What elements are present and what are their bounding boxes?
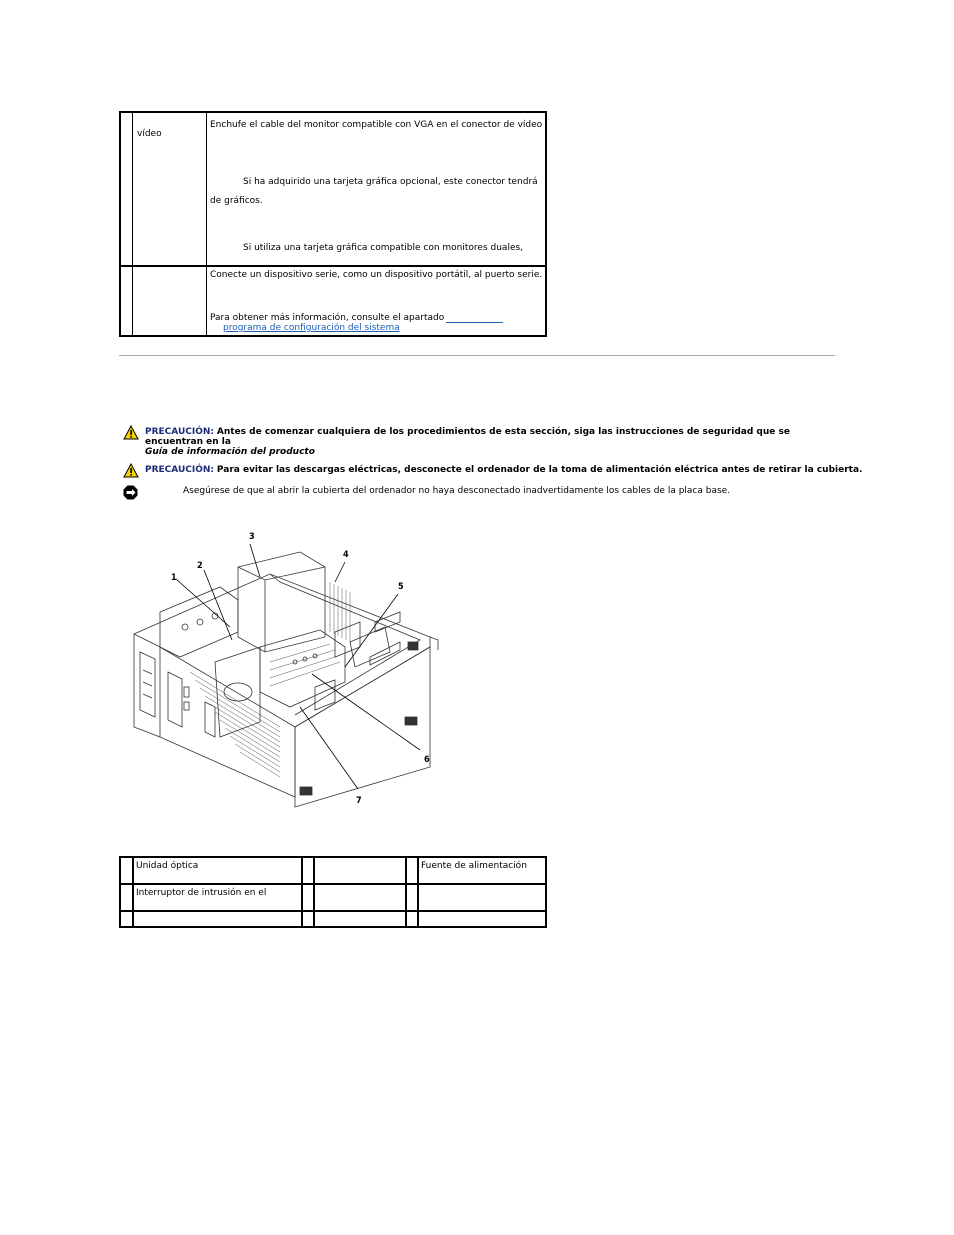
callout-5: 5 [398,582,404,592]
power-supply [238,552,325,652]
part-optical-drive: Unidad óptica [136,861,199,871]
caution-icon [123,425,139,440]
table-row-divider [121,265,545,267]
video-description: Enchufe el cable del monitor compatible con VGA en el conector de vídeo [210,120,543,130]
part-intrusion-switch: Interruptor de intrusión en el [136,888,267,898]
callout-7: 7 [356,796,362,806]
caution-1-title: PRECAUCIÓN: [145,427,215,437]
video-label: vídeo [137,129,162,139]
caution-1 [145,427,835,457]
parts-table [119,856,547,928]
video-note-1-cont: de gráficos. [210,196,263,206]
setup-program-link[interactable]: programa de configuración del sistema [223,323,400,333]
caution-icon [123,463,139,478]
callout-6: 6 [424,755,430,765]
connector-table [119,111,547,337]
table-divider [301,858,303,926]
section-divider [119,355,835,356]
part-power-supply: Fuente de alimentación [421,861,527,871]
notice-icon [123,485,138,500]
table-divider [417,858,419,926]
caution-2 [145,465,862,475]
callout-2: 2 [197,561,203,571]
heat-sink [260,630,345,707]
caution-2-text: Para evitar las descargas eléctricas, desconecte el ordenador de la toma de alimentación eléctrica antes de retirar la cubierta. [216,465,863,475]
table-row-divider [121,910,545,912]
caution-1-text: Antes de comenzar cualquiera de los procedimientos de esta sección, siga las instrucciones de seguridad que se encuentran en la [145,427,790,447]
callout-4: 4 [343,550,349,560]
table-divider [405,858,407,926]
table-divider [313,858,315,926]
table-divider [206,113,207,335]
serial-description: Conecte un dispositivo serie, como un dispositivo portátil, al puerto serie. [210,270,543,280]
caution-2-title: PRECAUCIÓN: [145,465,215,475]
callout-3: 3 [249,532,255,542]
video-note-1: Si ha adquirido una tarjeta gráfica opcional, este conector tendrá [243,177,538,187]
computer-interior-diagram [120,522,450,812]
serial-more-info: Para obtener más información, consulte el apartado [210,313,445,323]
notice-text: Asegúrese de que al abrir la cubierta del ordenador no haya desconectado inadvertidamente los cables de la placa base. [183,486,731,496]
table-divider [132,113,133,335]
table-divider [132,858,134,926]
caution-1-ref: Guía de información del producto [145,447,315,457]
side-panel [295,647,430,807]
link-underline[interactable] [446,313,503,323]
callout-1: 1 [171,573,177,583]
video-note-2: Si utiliza una tarjeta gráfica compatible con monitores duales, [243,243,524,253]
table-row-divider [121,883,545,885]
chassis-outline [134,574,430,797]
